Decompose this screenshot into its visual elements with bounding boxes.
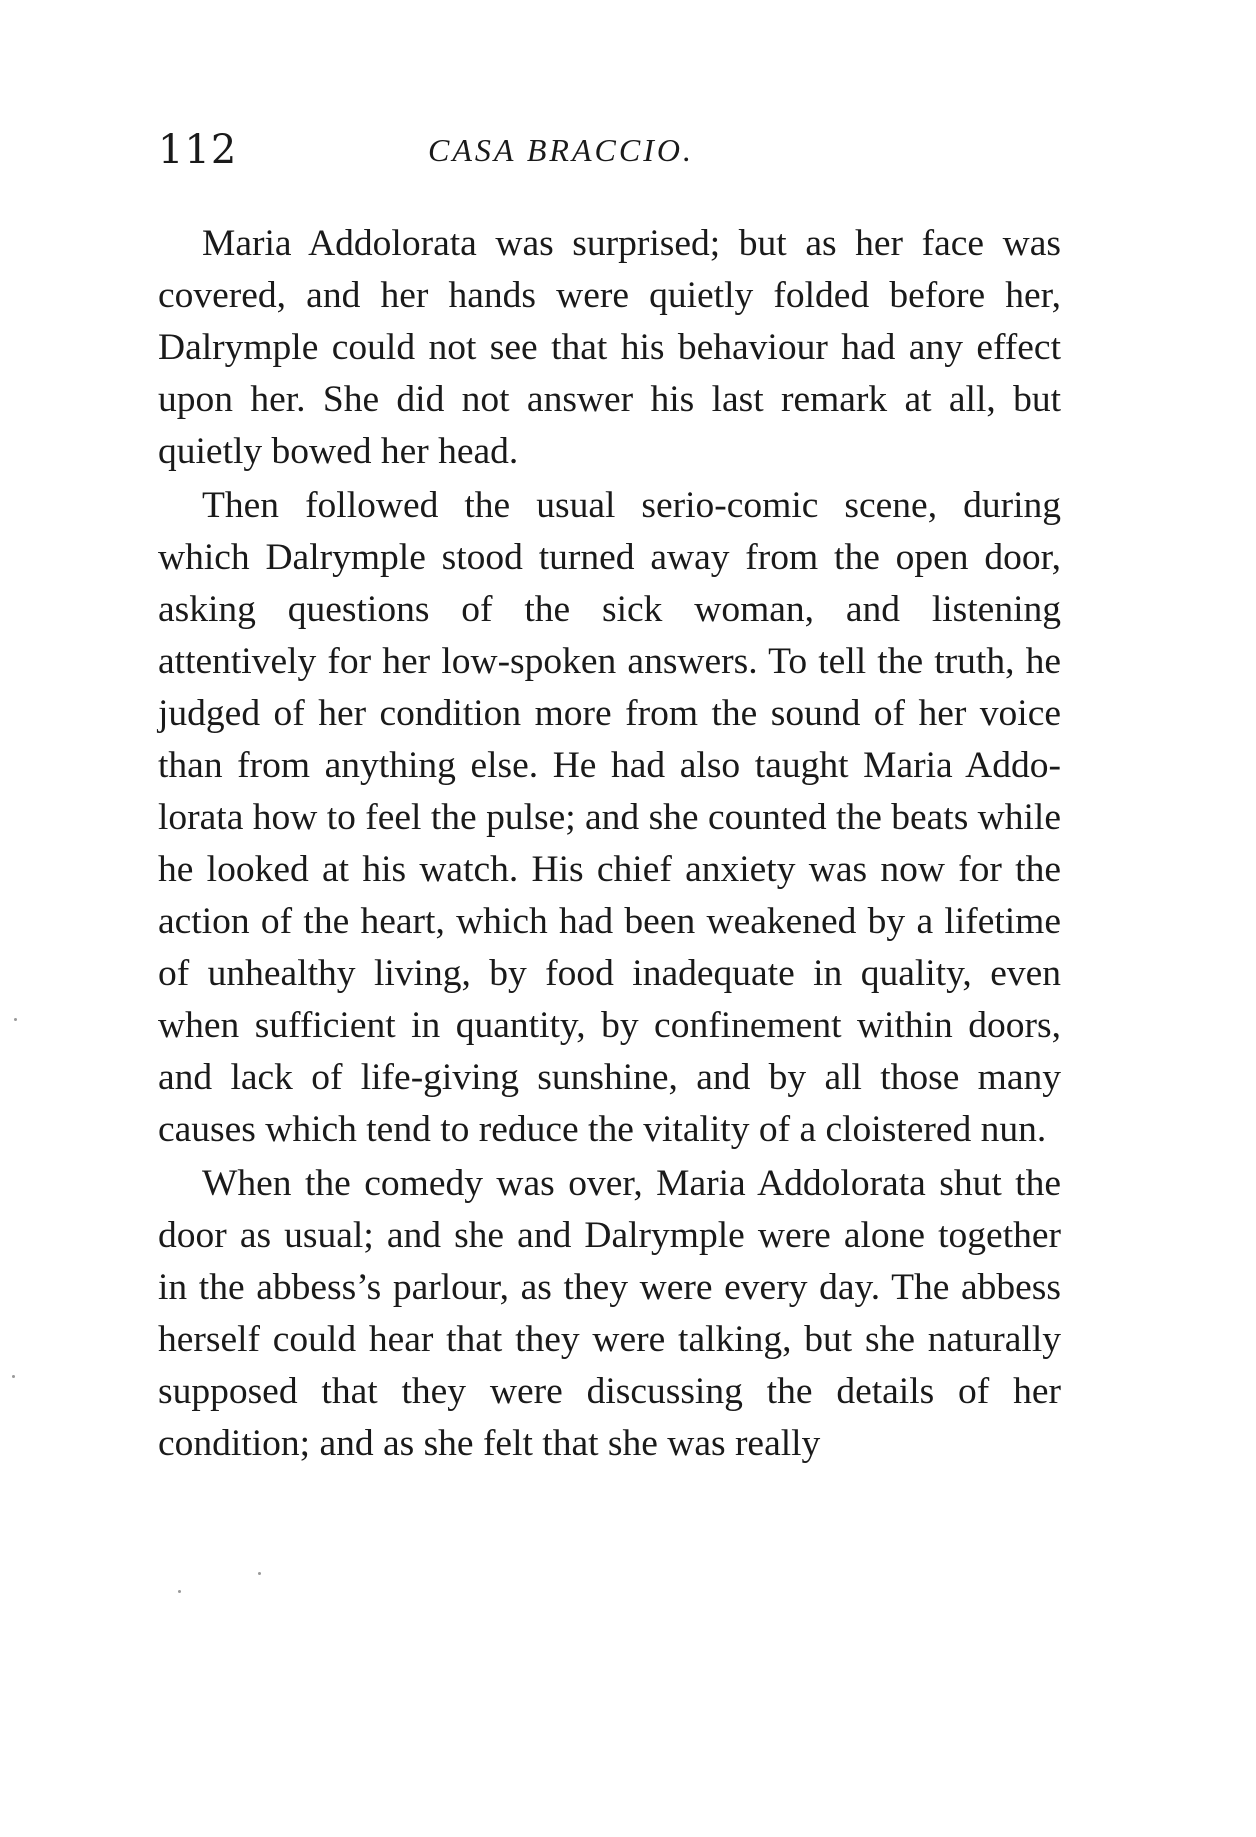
paragraph-2: Then followed the usual serio-comic scene, during which Dalrymple stood turned away from the open door, asking questions of the sick woman, and listening attentively for her low-spoken answers. To tell the truth, he judged of her condition more from the sound of her voice than from anything else. He had also taught Maria Addolorata how to feel the pulse; and she counted the beats while he looked at his watch. His chief anxiety was now for the action of the heart, which had been weakened by a lifetime of unhealthy living, by food inadequate in quality, even when sufficient in quantity, by confinement within doors, and lack of life-giving sunshine, and by all those many causes which tend to reduce the vitality of a cloistered nun.	[158, 485, 1061, 1150]
paragraph-3: When the comedy was over, Maria Addolorata shut the door as usual; and she and Dalrymple were alone together in the abbess’s parlour, as they were every day. The abbess herself could hear that they were talking, but she naturally supposed that they were discussing the details of her condition; and as she felt that she was really	[158, 1163, 1061, 1464]
margin-speck	[14, 1018, 17, 1021]
page-number: 112	[158, 127, 238, 173]
running-title: CASA BRACCIO.	[428, 132, 694, 168]
body-text	[158, 218, 1061, 1470]
running-head	[158, 120, 1058, 180]
margin-speck	[12, 1375, 15, 1378]
margin-speck	[178, 1590, 181, 1593]
paragraph-1: Maria Addolorata was surprised; but as her face was covered, and her hands were quietly folded before her, Dalrymple could not see that his behaviour had any effect upon her. She did not answer his last remark at all, but quietly bowed her head.	[158, 223, 1061, 472]
margin-speck	[258, 1572, 261, 1575]
